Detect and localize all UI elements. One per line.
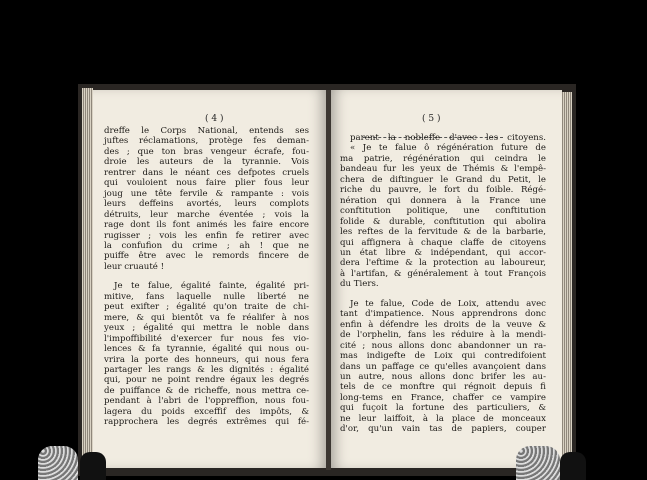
text-line: folide & durable, conftitution qui abolira xyxy=(340,216,546,227)
text-line: yeux ; égalité qui mettra le noble dans xyxy=(104,323,309,334)
text-line: conftitution politique, une conftitution xyxy=(340,206,546,217)
text-line: cité ; nous allons donc abandonner un ra- xyxy=(340,340,546,351)
text-line: tant d'impatience. Nous apprendrons donc xyxy=(340,309,546,320)
left-page-text xyxy=(104,126,309,428)
text-line: chera de diftinguer le Grand du Petit, le xyxy=(340,174,546,185)
text-line: vrira la porte des honneurs, qui nous fera xyxy=(104,354,309,365)
text-line: qui affignera à chaque claffe de citoyens xyxy=(340,237,546,248)
text-line: un autre, nous allons donc brifer les au- xyxy=(340,371,546,382)
text-line: mas indigefte de Loix qui contredifoient xyxy=(340,351,546,362)
text-line: la confufion du crime ; ah ! que ne xyxy=(104,240,309,251)
text-line: mitive, fans laquelle nulle liberté ne xyxy=(104,291,309,302)
text-line: dans un paffage ce qu'elles avançoient dans xyxy=(340,361,546,372)
text-line: à l'artifan, & généralement à tout François xyxy=(340,268,546,279)
right-page-number: ( 5 ) xyxy=(422,114,441,124)
text-line: « Je te falue ô régénération future de xyxy=(350,143,546,154)
right-glove-thumb xyxy=(516,446,560,480)
left-page-edges xyxy=(82,88,93,470)
left-glove-thumb xyxy=(38,446,78,480)
text-line: partager les rangs & les dignités : égalité xyxy=(104,364,309,375)
text-line: lagera du poids exceffif des impôts, & xyxy=(104,406,309,417)
text-line: Je te falue, Code de Loix, attendu avec xyxy=(350,298,546,309)
text-line: l'impoffibilité d'exercer fur nous fes vio- xyxy=(104,333,309,344)
text-line: ne leur laiffoit, à la place de monceaux xyxy=(340,413,546,424)
text-line: rapprochera les degrés extrêmes qui fé- xyxy=(104,417,309,428)
text-line: mere, & qui bientôt va fe réalifer à nos xyxy=(104,312,309,323)
text-line: dera l'eftime & la protection au laboureur, xyxy=(340,258,546,269)
text-line: nération qui donnera à la France une xyxy=(340,195,546,206)
text-line: rugisser ; vois les enfin fe retirer avec xyxy=(104,230,309,241)
right-hand xyxy=(560,452,586,480)
text-line: leurs deffeins avortés, leurs complots xyxy=(104,199,309,210)
text-line: lences & fa tyrannie, égalité qui nous ou- xyxy=(104,344,309,355)
text-line: qui, pour ne point rendre égaux les degrés xyxy=(104,375,309,386)
text-line: puiffe être avec le remords fincere de xyxy=(104,251,309,262)
right-page-text xyxy=(340,133,546,435)
text-line: détruits, leur marche éventée ; vois la xyxy=(104,209,309,220)
text-line: dreffe le Corps National, entends ses xyxy=(104,126,309,136)
text-line: qui fuçoit la fortune des particuliers, & xyxy=(340,403,546,414)
text-line: juftes réclamations, protège fes deman- xyxy=(104,136,309,147)
text-line: enfin à défendre les droits de la veuve & xyxy=(340,319,546,330)
text-line: des ; que ton bras vengeur écrafe, fou- xyxy=(104,146,309,157)
text-line: leur cruauté ! xyxy=(104,261,165,272)
text-line: Je te falue, égalité fainte, égalité pri- xyxy=(114,281,309,292)
text-line: rentrer dans le néant ces defpotes cruels xyxy=(104,167,309,178)
paragraph-gap xyxy=(340,290,546,299)
text-line: qui vouloient nous faire plier fous leur xyxy=(104,178,309,189)
text-line: pendant à l'abri de l'oppreffion, nous fou- xyxy=(104,396,309,407)
text-line: tels de ce monftre qui régnoit depuis fi xyxy=(340,382,546,393)
text-line: rage dont ils font animés les faire encore xyxy=(104,220,309,231)
text-line: long-tems en France, chaffer ce vampire xyxy=(340,392,546,403)
text-line: joug une tête fervile & rampante : vois xyxy=(104,188,309,199)
text-line: riche du pauvre, le fort du foible. Régé- xyxy=(340,185,546,196)
text-line: ma patrie, régénération qui ceindra le xyxy=(340,153,546,164)
text-line: de l'orphelin, fans les réduire à la mendi- xyxy=(340,330,546,341)
right-page-edges xyxy=(562,92,572,470)
text-line: un état libre & indépendant, qui accor- xyxy=(340,247,546,258)
text-line: les reftes de la fervitude & de la barbarie, xyxy=(340,227,546,238)
text-line: d'or, qu'un vain tas de papiers, couper xyxy=(340,424,546,435)
text-line: du Tiers. xyxy=(340,279,379,290)
paragraph-gap xyxy=(104,272,309,281)
text-line: bandeau fur les yeux de Thémis & l'empê- xyxy=(340,164,546,175)
left-hand xyxy=(80,452,106,480)
text-line: peut exifter ; égalité qu'on traite de chi- xyxy=(104,302,309,313)
book-gutter xyxy=(326,90,331,470)
left-page-number: ( 4 ) xyxy=(205,114,224,124)
text-line: de puiffance & de richeffe, nous mettra ce- xyxy=(104,385,309,396)
text-line: parent la nobleffe d'avec les citoyens. xyxy=(350,133,546,143)
text-line: droie les auteurs de la tyrannie. Vois xyxy=(104,157,309,168)
